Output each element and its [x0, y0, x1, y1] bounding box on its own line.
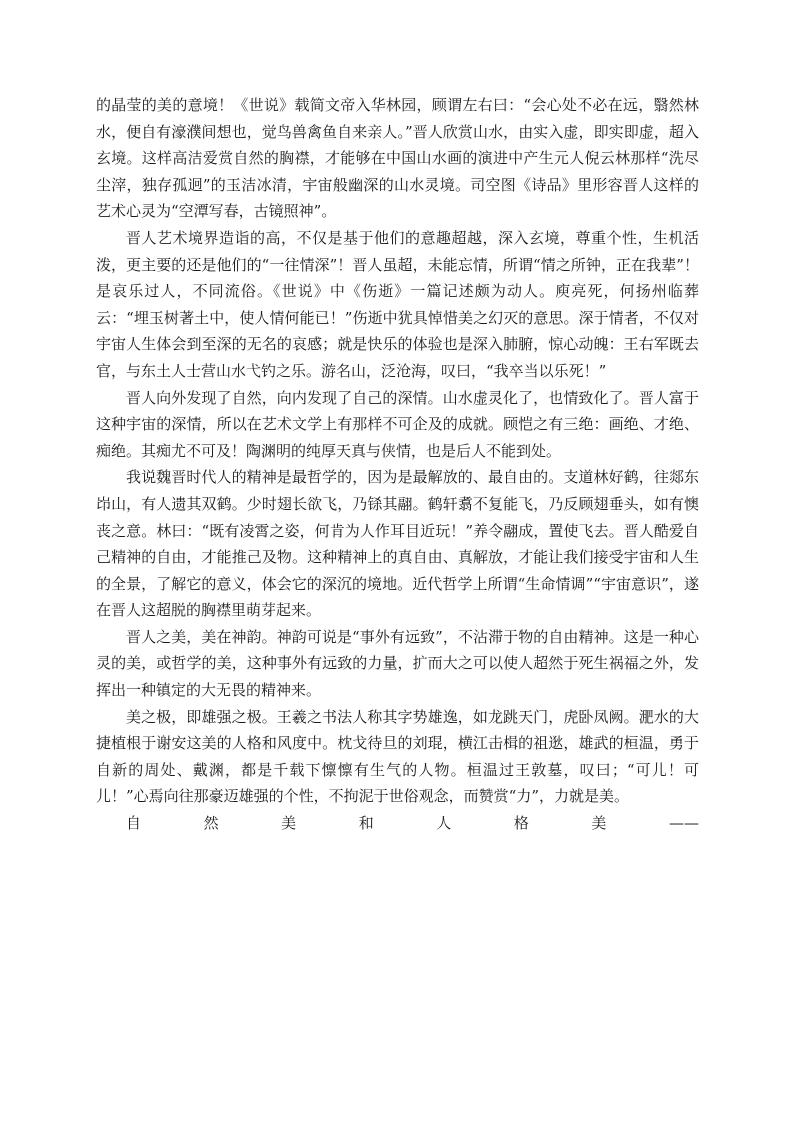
- heading-char: 然: [203, 814, 219, 833]
- paragraph-6: 美之极，即雄强之极。王羲之书法人称其字势雄逸，如龙跳天门，虎卧凤阙。淝水的大捷植根于谢安这美的人格和风度中。枕戈待旦的刘琨，横江击楫的祖逖，雄武的桓温，勇于自新的周处、戴渊，都是千载下懔懔有生气的人物。桓温过王敦墓，叹曰；“可儿！可儿！”心焉向往那豪迈雄强的个性，不拘泥于世俗观念，而赞赏“力”，力就是美。: [96, 707, 699, 806]
- heading-char: 和: [358, 814, 374, 833]
- heading-char: 美: [281, 814, 297, 833]
- heading-char: 美: [591, 814, 607, 833]
- paragraph-2: 晋人艺术境界造诣的高，不仅是基于他们的意趣超越，深入玄境，尊重个性，生机活泼，更主要的还是他们的“一往情深”！晋人虽超，未能忘情，所谓“情之所钟，正在我辈”！是哀乐过人，不同流俗。《世说》中《伤逝》一篇记述颇为动人。庾亮死，何扬州临葬云：“埋玉树著土中，使人情何能已！”伤逝中犹具悼惜美之幻灭的意思。深于情者，不仅对宇宙人生体会到至深的无名的哀感；就是快乐的体验也是深入肺腑，惊心动魄：王右军既去官，与东土人士营山水弋钓之乐。游名山，泛沧海，叹曰，“我卒当以乐死！”: [96, 228, 699, 380]
- paragraph-5: 晋人之美，美在神韵。神韵可说是“事外有远致”，不沾滞于物的自由精神。这是一种心灵的美，或哲学的美，这种事外有远致的力量，扩而大之可以使人超然于死生祸福之外，发挥出一种镇定的大无畏的精神来。: [96, 627, 699, 700]
- paragraph-1: 的晶莹的美的意境！《世说》载简文帝入华林园，顾谓左右曰：“会心处不必在远，翳然林水，便自有濠濮间想也，觉鸟兽禽鱼自来亲人。”晋人欣赏山水，由实入虚，即实即虚，超入玄境。这样高洁爱赏自然的胸襟，才能够在中国山水画的演进中产生元人倪云林那样“洗尽尘滓，独存孤迥”的玉洁冰清，宇宙般幽深的山水灵境。司空图《诗品》里形容晋人这样的艺术心灵为“空潭写春，古镜照神”。: [96, 96, 699, 221]
- document-page: [96, 92, 699, 837]
- section-heading-line: [96, 810, 699, 837]
- heading-dash: ——: [668, 814, 699, 833]
- paragraph-3: 晋人向外发现了自然，向内发现了自己的深情。山水虚灵化了，也情致化了。晋人富于这种宇宙的深情，所以在艺术文学上有那样不可企及的成就。顾恺之有三绝：画绝、才绝、痴绝。其痴尤不可及！陶渊明的纯厚天真与侠情，也是后人不能到处。: [96, 388, 699, 460]
- heading-char: 人: [436, 814, 452, 833]
- heading-char: 格: [513, 814, 529, 833]
- paragraph-4: 我说魏晋时代人的精神是最哲学的，因为是最解放的、最自由的。支道林好鹤，往郯东岇山，有人遗其双鹤。少时翅长欲飞，乃铩其翮。鹤轩翥不复能飞，乃反顾翅垂头，如有懊丧之意。林曰：“既有凌霄之姿，何肯为人作耳目近玩！”养令翮成，置使飞去。晋人酷爱自己精神的自由，才能推己及物。这种精神上的真自由、真解放，才能让我们接受宇宙和人生的全景，了解它的意义，体会它的深沉的境地。近代哲学上所谓“生命情调”“宇宙意识”，遂在晋人这超脱的胸襟里萌芽起来。: [96, 468, 699, 620]
- heading-char: 自: [126, 814, 142, 833]
